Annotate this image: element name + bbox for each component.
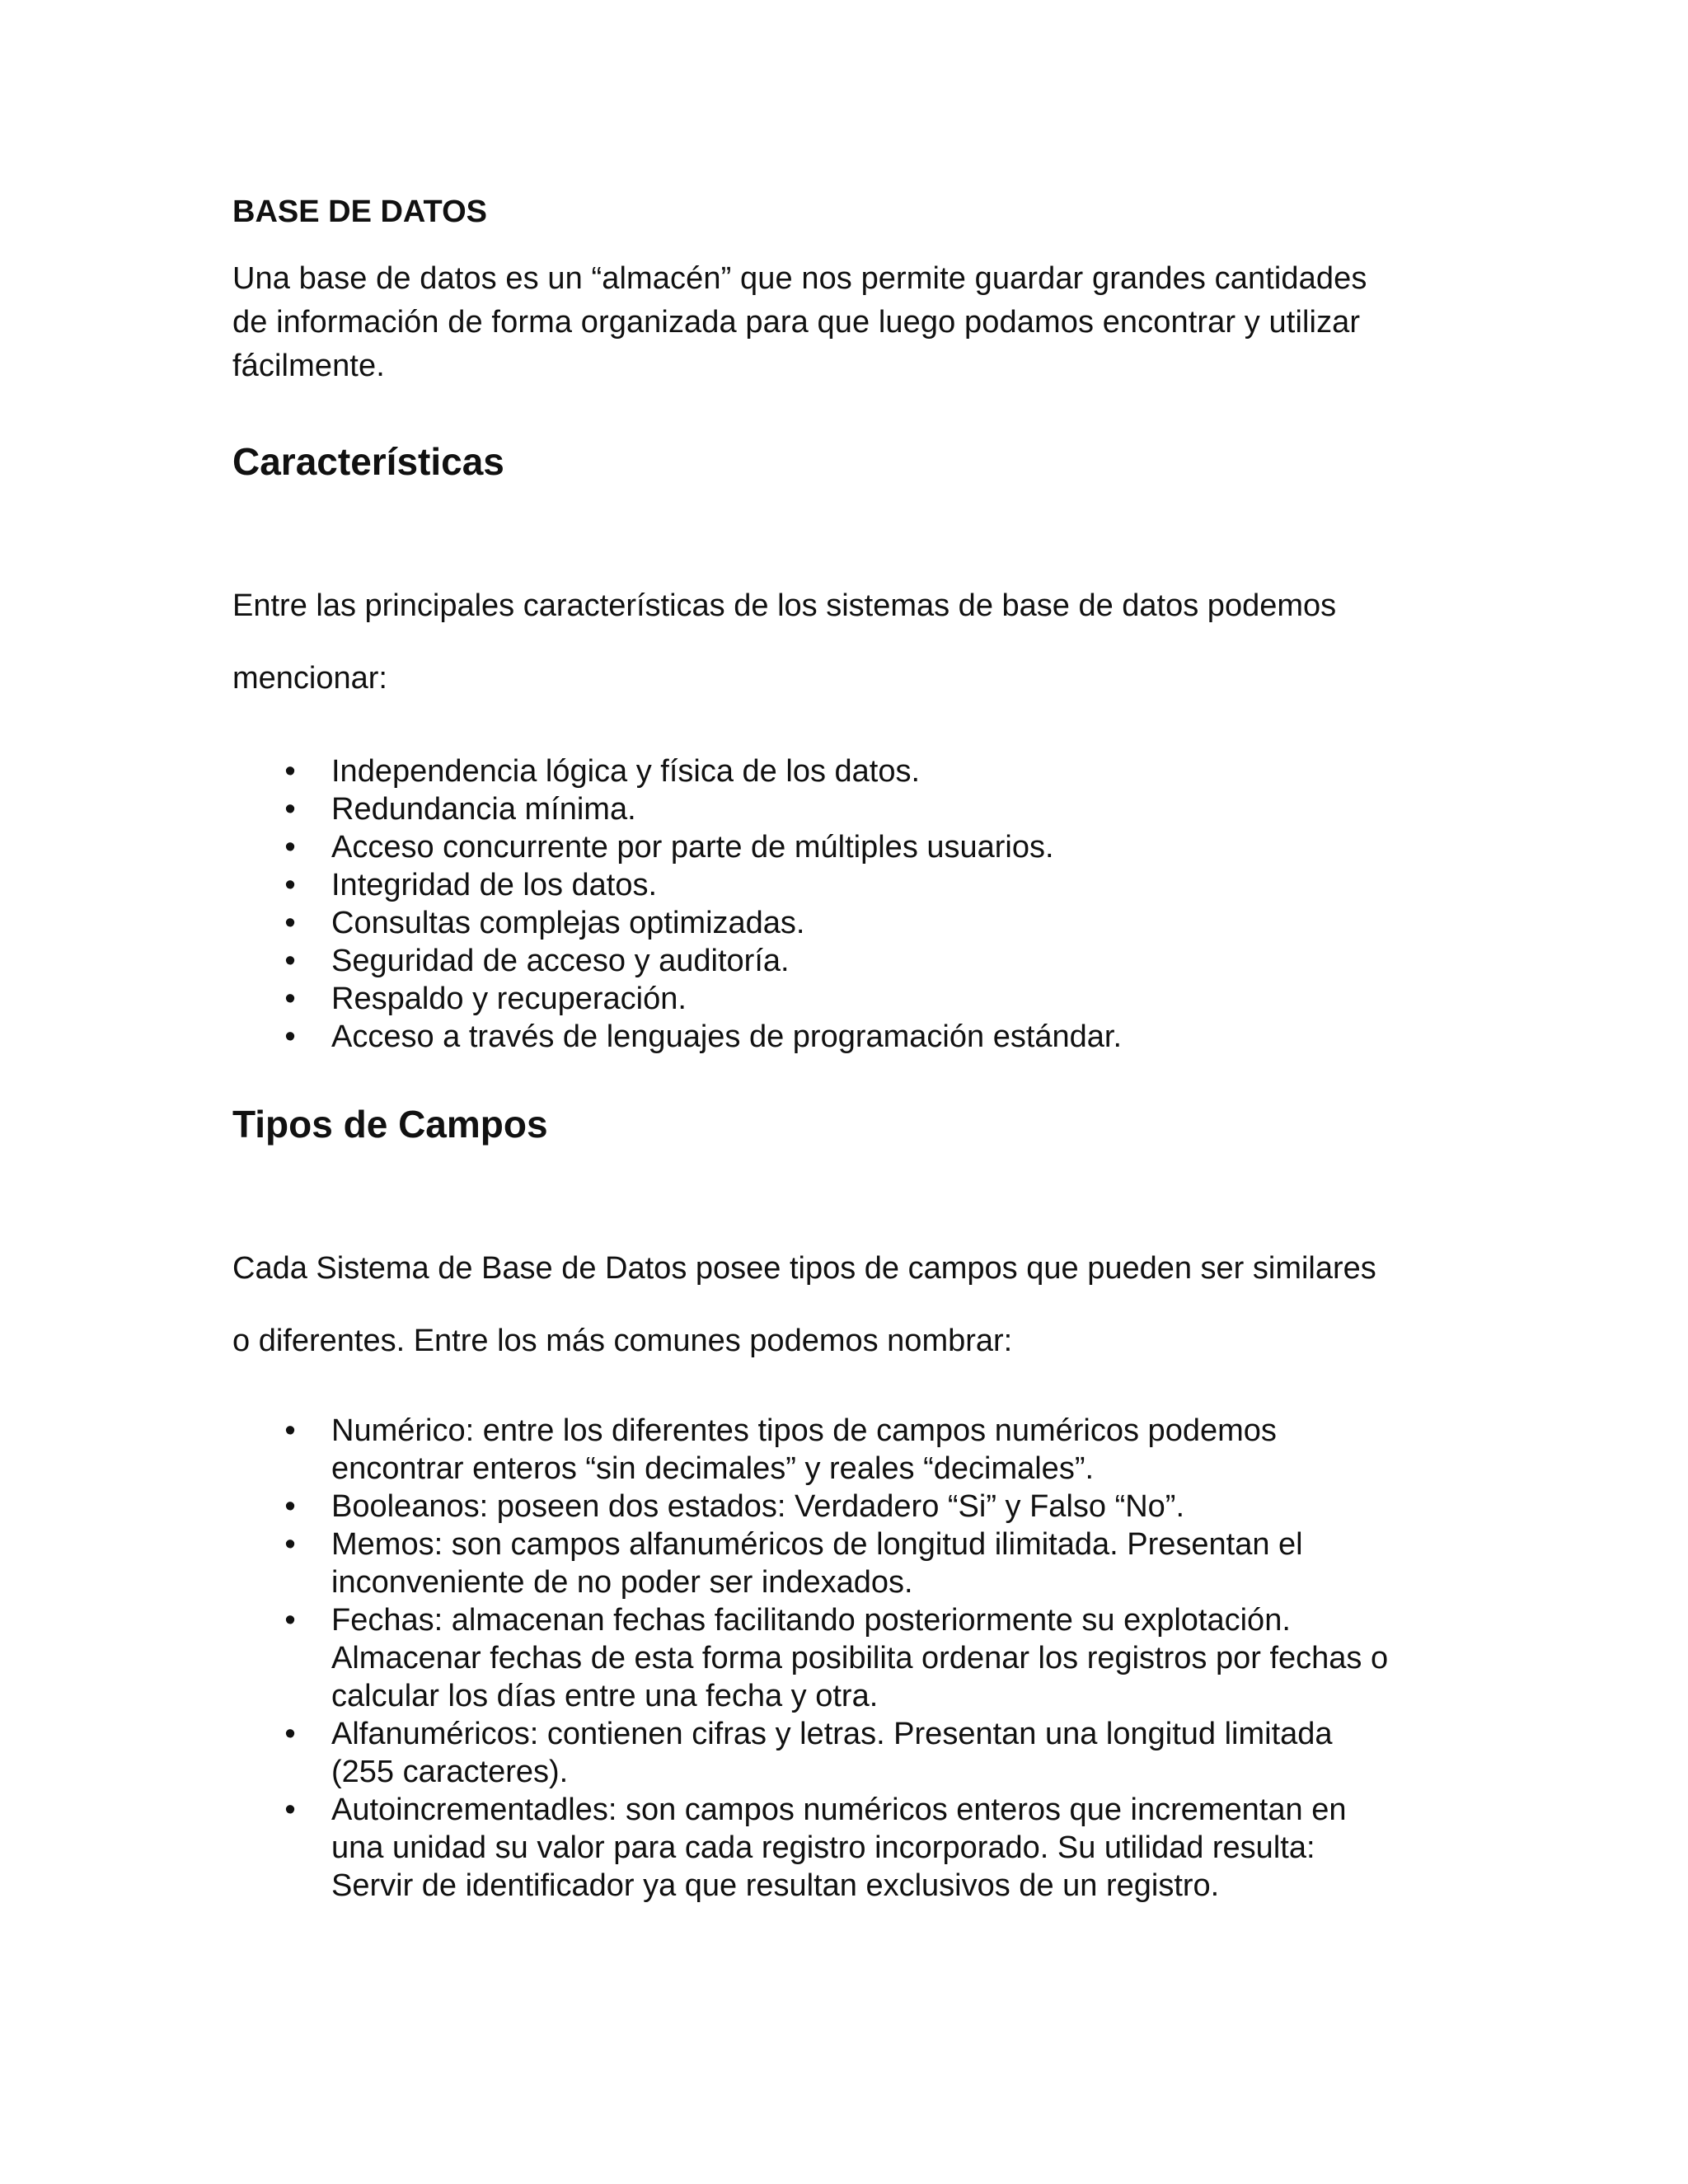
list-item: [232, 828, 1469, 866]
intro-line: de información de forma organizada para que luego podamos encontrar y utilizar: [232, 305, 1361, 340]
list-item-text: Seguridad de acceso y auditoría.: [331, 944, 790, 978]
list-item-line: inconveniente de no poder ser indexados.: [331, 1565, 913, 1600]
list-item-text: Independencia lógica y física de los datos.: [331, 754, 921, 789]
list-item-text: Consultas complejas optimizadas.: [331, 906, 805, 940]
list-item-line: (255 caracteres).: [331, 1755, 569, 1789]
section2-intro: [232, 1232, 1469, 1377]
list-item: [232, 980, 1469, 1018]
list-item-line: Alfanuméricos: contienen cifras y letras. Presentan una longitud limitada: [331, 1717, 1333, 1751]
list-item-line: Autoincrementadles: son campos numéricos enteros que incrementan en: [331, 1793, 1347, 1827]
bullet-icon: •: [284, 906, 296, 940]
list-item-line: encontrar enteros “sin decimales” y reales “decimales”.: [331, 1451, 1095, 1486]
list-item-text: Acceso a través de lenguajes de programación estándar.: [331, 1019, 1123, 1054]
list-item: [232, 904, 1469, 942]
intro-line: Una base de datos es un “almacén” que nos permite guardar grandes cantidades: [232, 261, 1367, 296]
bullet-icon: •: [284, 1413, 296, 1448]
document-title: BASE DE DATOS: [232, 194, 487, 229]
list-item: [232, 1488, 1469, 1526]
list-item-line: Servir de identificador ya que resultan exclusivos de un registro.: [331, 1868, 1220, 1903]
list-item-line: Booleanos: poseen dos estados: Verdadero “Si” y Falso “No”.: [331, 1489, 1185, 1524]
list-item-line: Numérico: entre los diferentes tipos de campos numéricos podemos: [331, 1413, 1277, 1448]
section2-intro-line: o diferentes. Entre los más comunes podemos nombrar:: [232, 1324, 1013, 1358]
bullet-icon: •: [284, 944, 296, 978]
list-item-line: una unidad su valor para cada registro incorporado. Su utilidad resulta:: [331, 1830, 1315, 1865]
list-item-line: Memos: son campos alfanuméricos de longitud ilimitada. Presentan el: [331, 1527, 1303, 1562]
bullet-icon: •: [284, 830, 296, 865]
bullet-icon: •: [284, 1527, 296, 1562]
list-item-text: Integridad de los datos.: [331, 868, 658, 902]
list-item: [232, 752, 1469, 790]
list-item: [232, 790, 1469, 828]
list-item: [232, 942, 1469, 980]
list-item: [232, 1601, 1469, 1715]
list-item-text: Redundancia mínima.: [331, 792, 636, 827]
section-heading-tipos-de-campos: Tipos de Campos: [232, 1103, 548, 1146]
intro-line: fácilmente.: [232, 349, 385, 383]
list-item-text: Acceso concurrente por parte de múltiples usuarios.: [331, 830, 1054, 865]
section-heading-caracteristicas: Características: [232, 440, 504, 483]
bullet-icon: •: [284, 868, 296, 902]
list-item-line: Almacenar fechas de esta forma posibilita ordenar los registros por fechas o: [331, 1641, 1389, 1675]
section1-intro-line: Entre las principales características de los sistemas de base de datos podemos: [232, 588, 1337, 623]
bullet-icon: •: [284, 1603, 296, 1638]
intro-paragraph: [232, 257, 1469, 388]
list-item-line: Fechas: almacenan fechas facilitando posteriormente su explotación.: [331, 1603, 1291, 1638]
bullet-icon: •: [284, 982, 296, 1016]
bullet-icon: •: [284, 754, 296, 789]
section2-intro-line: Cada Sistema de Base de Datos posee tipos de campos que pueden ser similares: [232, 1251, 1376, 1286]
bullet-icon: •: [284, 1793, 296, 1827]
bullet-icon: •: [284, 1717, 296, 1751]
list-item: [232, 1018, 1469, 1056]
bullet-icon: •: [284, 1489, 296, 1524]
section1-intro: [232, 569, 1469, 715]
bullet-icon: •: [284, 792, 296, 827]
list-item: [232, 1791, 1469, 1905]
field-types-list: [232, 1412, 1469, 1905]
list-item: [232, 1526, 1469, 1601]
bullet-icon: •: [284, 1019, 296, 1054]
characteristics-list: [232, 752, 1469, 1056]
list-item-line: calcular los días entre una fecha y otra.: [331, 1679, 879, 1713]
list-item: [232, 1715, 1469, 1791]
section1-intro-line: mencionar:: [232, 661, 387, 696]
document-body: [232, 186, 1469, 1905]
list-item: [232, 1412, 1469, 1488]
list-item: [232, 866, 1469, 904]
list-item-text: Respaldo y recuperación.: [331, 982, 687, 1016]
